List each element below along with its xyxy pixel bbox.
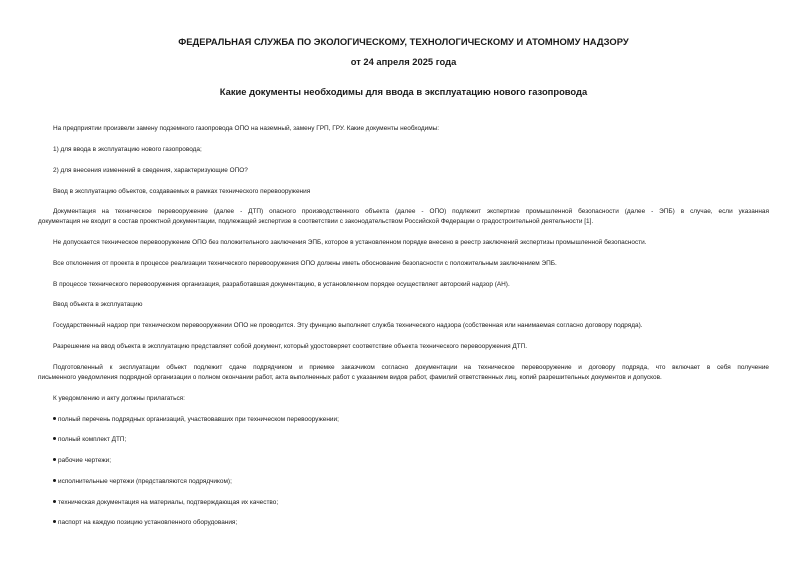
list-item: рабочие чертежи; xyxy=(53,456,111,466)
question-paragraph: На предприятии произвели замену подземного газопровода ОПО на наземный, замену ГРП, ГРУ. Какие документы необходимы: xyxy=(53,125,440,132)
document-title: Какие документы необходимы для ввода в эксплуатацию нового газопровода xyxy=(219,86,588,97)
paragraph-no-rearmament: Не допускается техническое перевооружение ОПО без положительного заключения ЭПБ, которое в установленном порядке внесено в реестр заключений экспертизы промышленной безопасности. xyxy=(53,239,647,246)
paragraph-author-supervision: В процессе технического перевооружения организация, разработавшая документацию, в установленном порядке осуществляет авторский надзор (АН). xyxy=(53,281,510,288)
paragraph-line: Документация на техническое перевооружение (далее - ДТП) опасного производственного объекта (далее - ОПО) подлежит экспертизе промышленной безопасности (далее - ЭПБ) в случае, если указанная xyxy=(53,208,769,215)
attachments-intro: К уведомлению и акту должны прилагаться: xyxy=(53,395,185,402)
list-item: полный перечень подрядных организаций, участвовавших при техническом перевооружении; xyxy=(53,415,339,425)
paragraph-permit: Разрешение на ввод объекта в эксплуатацию представляет собой документ, который удостоверяет соответствие объекта технического перевооружения ДТП. xyxy=(53,343,528,350)
list-item: полный комплект ДТП; xyxy=(53,435,126,445)
question-item-2: 2) для внесения изменений в сведения, характеризующие ОПО? xyxy=(53,167,248,174)
bullet-icon xyxy=(53,437,56,440)
list-item: исполнительные чертежи (представляются подрядчиком); xyxy=(53,477,232,487)
bullet-icon xyxy=(53,479,56,482)
paragraph-documentation-expertise xyxy=(38,207,769,228)
paragraph-line: документация не входит в состав проектной документации, подлежащей экспертизе в соответствии с законодательством Российской Федерации о градостроительной деятельности [1]. xyxy=(38,218,594,226)
bullet-icon xyxy=(53,500,56,503)
bullet-icon xyxy=(53,417,56,420)
paragraph-deviations: Все отклонения от проекта в процессе реализации технического перевооружения ОПО должны иметь обоснование безопасности с положительным заключением ЭПБ. xyxy=(53,260,557,267)
question-item-1: 1) для ввода в эксплуатацию нового газопровода; xyxy=(53,146,202,153)
list-item: паспорт на каждую позицию установленного оборудования; xyxy=(53,518,237,528)
paragraph-line: Подготовленный к эксплуатации объект подлежит сдаче подрядчиком и приемке заказчиком согласно документации на техническое перевооружение и договору подряда, что включает в себя получение xyxy=(53,364,769,371)
bullet-icon xyxy=(53,458,56,461)
document-date: от 24 апреля 2025 года xyxy=(350,56,457,67)
paragraph-line: письменного уведомления подрядной организации о полном окончании работ, акта выполненных работ с указанием видов работ, фамилий ответственных лиц, копий разрешительных документов и допусков. xyxy=(38,374,662,382)
paragraph-handover xyxy=(38,363,769,384)
agency-heading: ФЕДЕРАЛЬНАЯ СЛУЖБА ПО ЭКОЛОГИЧЕСКОМУ, ТЕХНОЛОГИЧЕСКОМУ И АТОМНОМУ НАДЗОРУ xyxy=(178,36,629,47)
list-item: техническая документация на материалы, подтверждающая их качество; xyxy=(53,498,278,508)
bullet-icon xyxy=(53,520,56,523)
section-heading-1: Ввод в эксплуатацию объектов, создаваемых в рамках технического перевооружения xyxy=(53,188,311,195)
section-heading-2: Ввод объекта в эксплуатацию xyxy=(53,301,143,308)
paragraph-state-supervision: Государственный надзор при техническом перевооружении ОПО не проводится. Эту функцию выполняет служба технического надзора (собственная или нанимаемая согласно договору подряда). xyxy=(53,322,643,329)
